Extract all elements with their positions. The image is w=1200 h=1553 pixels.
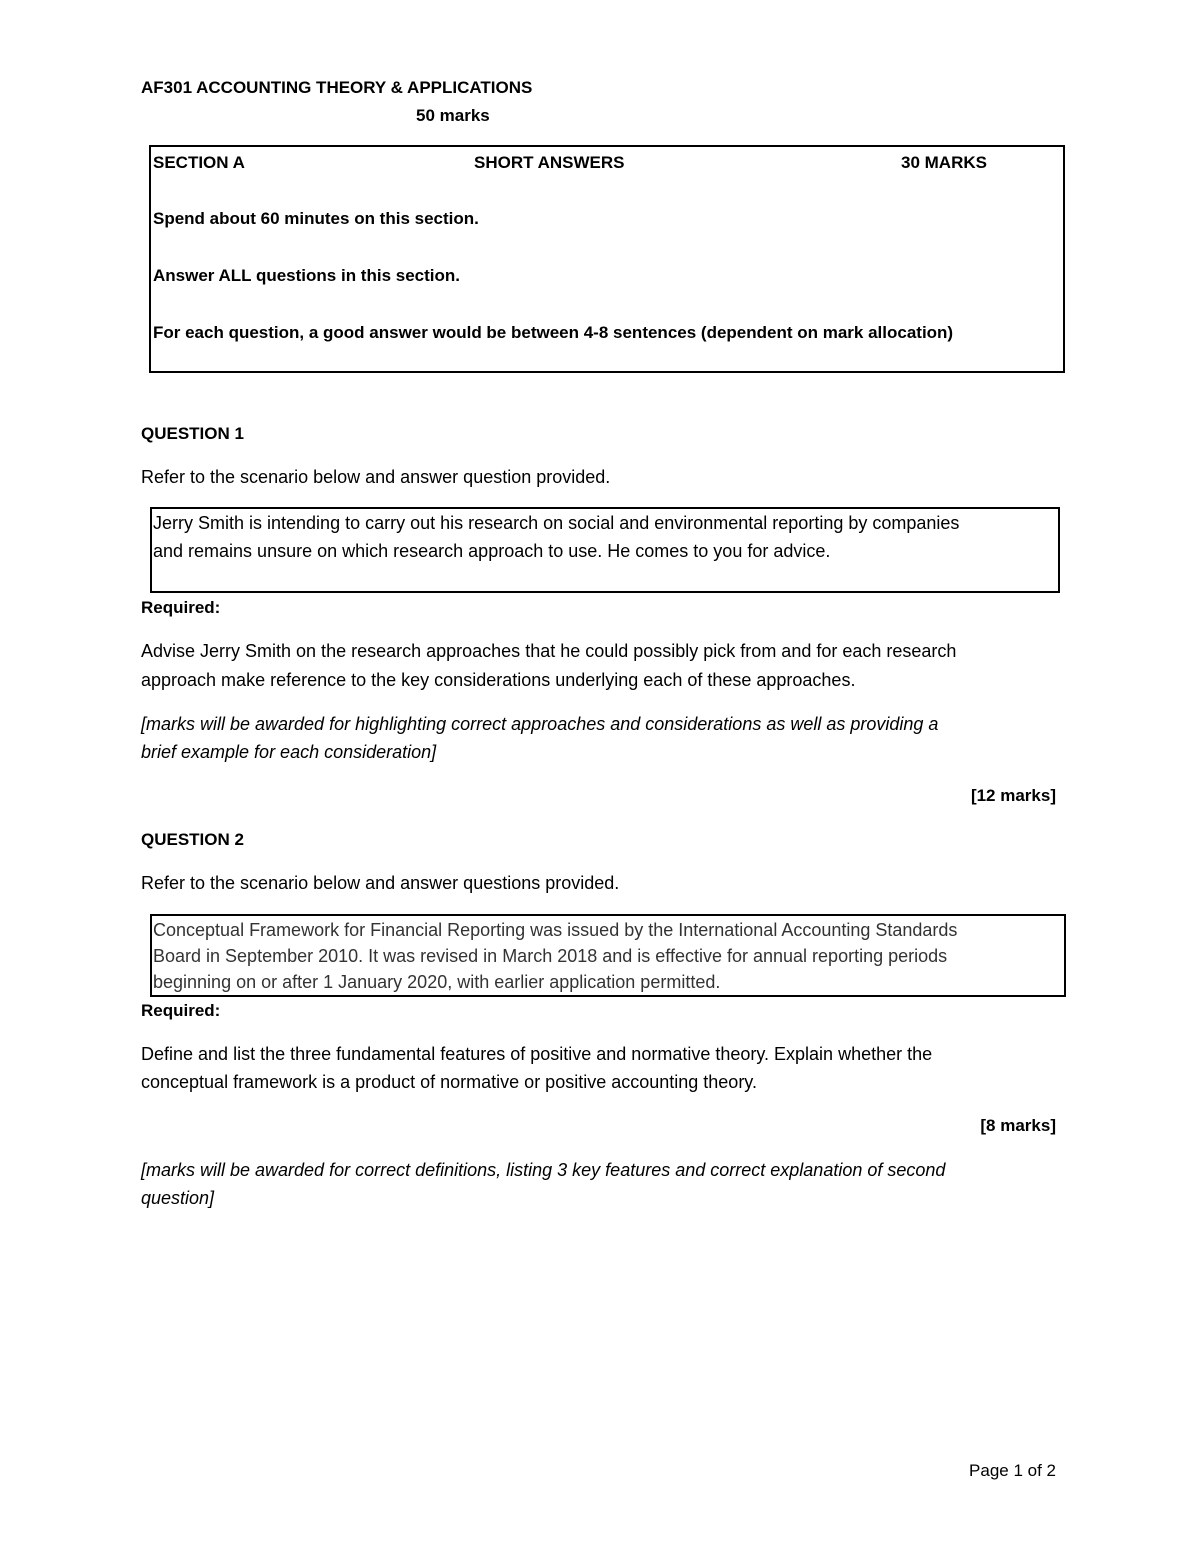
section-instruction: Spend about 60 minutes on this section.	[153, 209, 479, 228]
question-1-task-line: Advise Jerry Smith on the research approaches that he could possibly pick from and for each research	[141, 641, 957, 661]
section-instruction: For each question, a good answer would be between 4-8 sentences (dependent on mark allocation)	[153, 323, 954, 342]
scenario-line: and remains unsure on which research approach to use. He comes to you for advice.	[153, 541, 831, 561]
section-label: SECTION A	[153, 153, 245, 172]
section-instruction: Answer ALL questions in this section.	[153, 266, 460, 285]
question-2-task-line: conceptual framework is a product of normative or positive accounting theory.	[141, 1072, 757, 1092]
scenario-line: Conceptual Framework for Financial Reporting was issued by the International Accounting Standards	[153, 920, 958, 940]
question-2-heading: QUESTION 2	[141, 830, 244, 849]
scenario-line: Board in September 2010. It was revised in March 2018 and is effective for annual reporting periods	[153, 946, 948, 966]
question-2-marks: [8 marks]	[980, 1116, 1056, 1135]
section-type: SHORT ANSWERS	[474, 153, 625, 172]
question-1-required-label: Required:	[141, 598, 221, 617]
question-1-task-line: approach make reference to the key considerations underlying each of these approaches.	[141, 670, 856, 690]
question-2-marking-note: [marks will be awarded for correct definitions, listing 3 key features and correct explanation of second	[141, 1160, 946, 1180]
scenario-line: Jerry Smith is intending to carry out his research on social and environmental reporting by companies	[153, 513, 960, 533]
question-2-required-label: Required:	[141, 1001, 221, 1020]
question-2-marking-note: question]	[141, 1188, 215, 1208]
section-marks: 30 MARKS	[901, 153, 987, 172]
question-1-scenario-box	[150, 507, 1060, 593]
scenario-line: beginning on or after 1 January 2020, with earlier application permitted.	[153, 972, 721, 992]
section-instructions-box	[149, 145, 1065, 373]
page-number: Page 1 of 2	[969, 1461, 1056, 1480]
question-1-intro: Refer to the scenario below and answer question provided.	[141, 467, 611, 487]
question-1-marking-note: brief example for each consideration]	[141, 742, 437, 762]
total-marks: 50 marks	[416, 106, 490, 125]
question-2-scenario-box	[150, 914, 1066, 997]
question-1-marking-note: [marks will be awarded for highlighting correct approaches and considerations as well as providing a	[141, 714, 939, 734]
question-1-heading: QUESTION 1	[141, 424, 244, 443]
question-2-task-line: Define and list the three fundamental features of positive and normative theory. Explain whether the	[141, 1044, 933, 1064]
question-2-intro: Refer to the scenario below and answer questions provided.	[141, 873, 620, 893]
course-title: AF301 ACCOUNTING THEORY & APPLICATIONS	[141, 78, 533, 97]
question-1-marks: [12 marks]	[970, 786, 1056, 805]
